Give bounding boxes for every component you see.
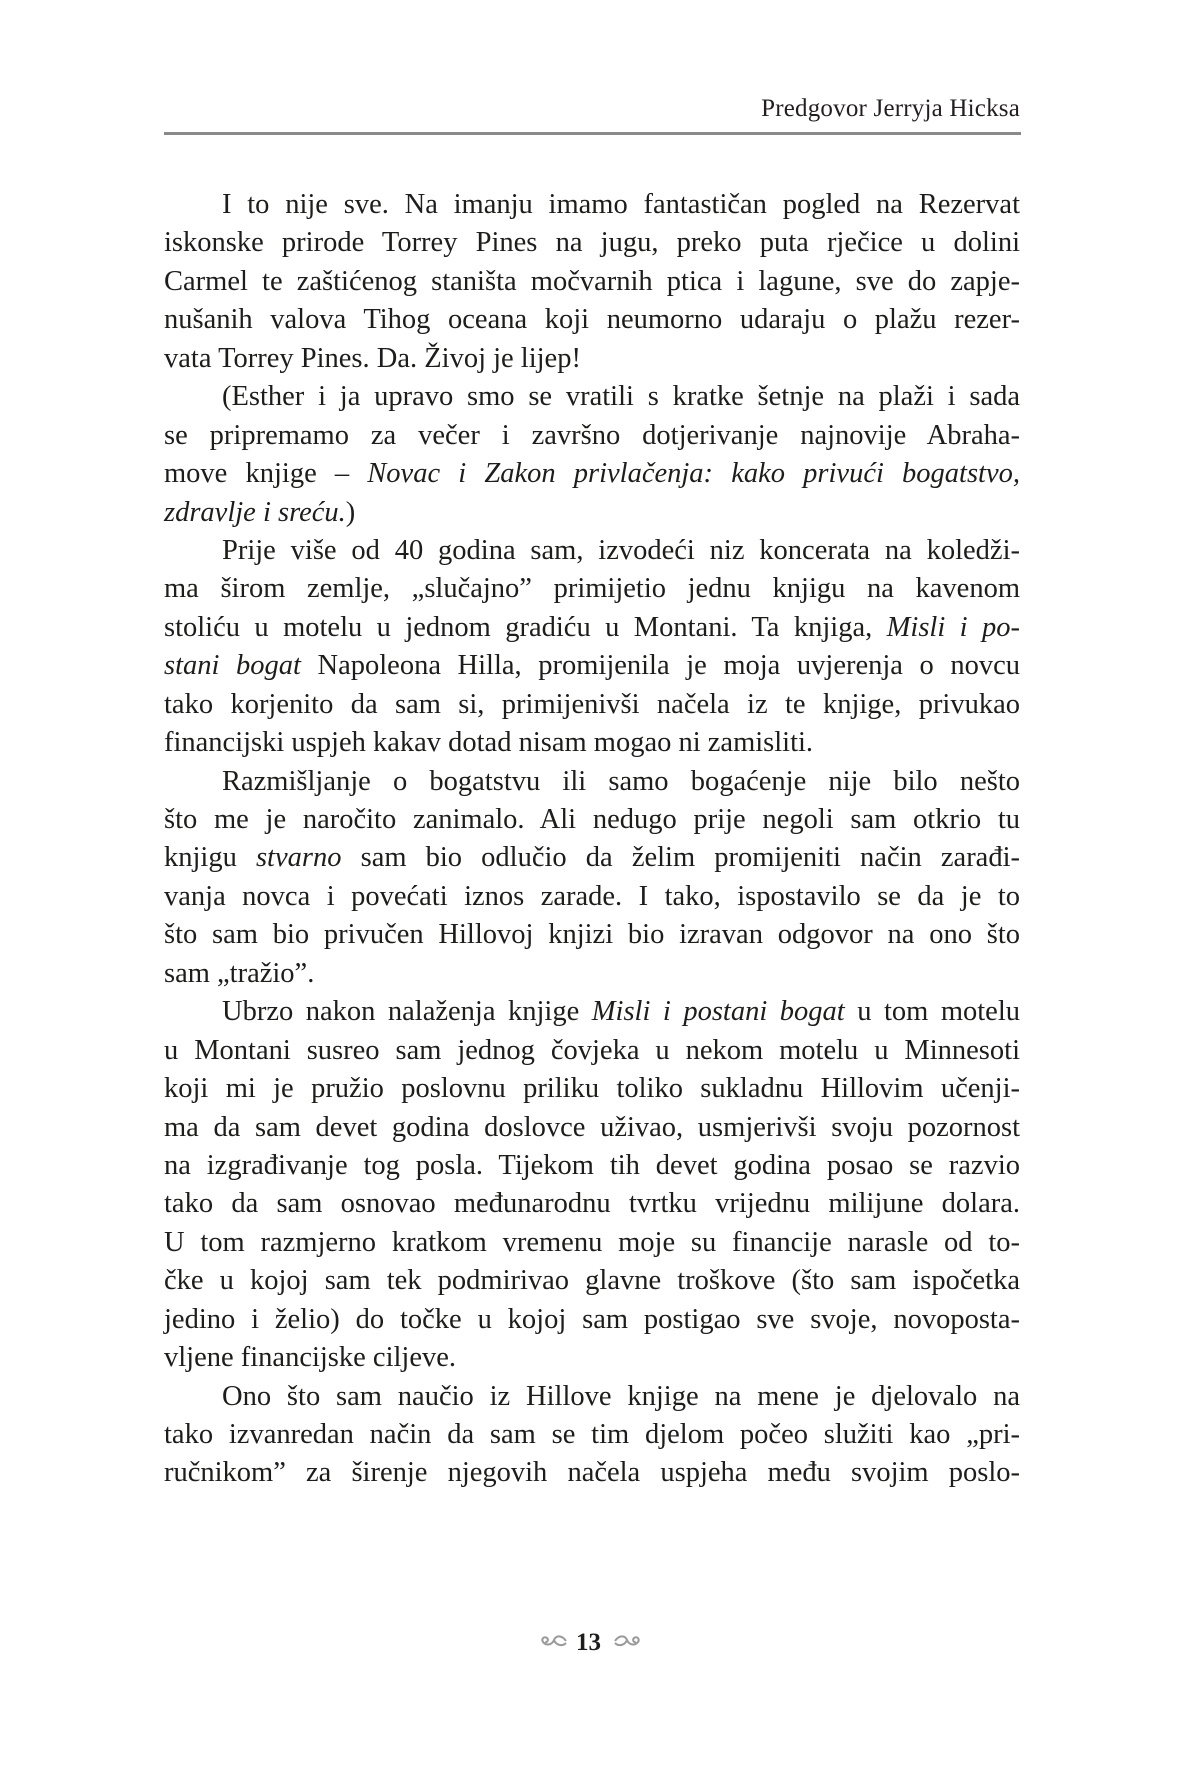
text-run: jedino i želio) do točke u kojoj sam postigao sve svoje, novoposta- <box>164 1303 1020 1335</box>
text-line-content <box>164 647 1020 685</box>
text-line <box>164 1109 1020 1147</box>
text-line-content <box>222 1378 1020 1416</box>
text-run: ) <box>345 496 356 528</box>
right-ornament-icon <box>613 1628 641 1658</box>
text-line <box>164 1301 1020 1339</box>
italic-title-text: stani bogat <box>164 650 301 682</box>
text-run: što sam bio privučen Hillovoj knjizi bio izravan odgovor na ono što <box>164 919 1020 951</box>
text-run: u tom motelu <box>844 996 1021 1028</box>
text-run: Prije više od 40 godina sam, izvodeći niz koncerata na koledži- <box>222 534 1020 566</box>
text-line-content <box>164 1147 1020 1185</box>
text-line-content <box>164 417 1020 455</box>
text-run: ručnikom” za širenje njegovih načela uspjeha među svojim poslo- <box>164 1457 1020 1489</box>
text-line-content <box>164 839 1020 877</box>
text-run: tako korjenito da sam si, primijenivši načela iz te knjige, privukao <box>164 688 1020 720</box>
text-line-content <box>164 1109 1020 1147</box>
text-line-content <box>164 686 1020 724</box>
italic-title-text: Novac i Zakon privlačenja: kako privući bogatstvo, <box>367 458 1020 490</box>
text-line <box>164 1185 1020 1223</box>
text-line-content <box>164 1070 1020 1108</box>
text-line <box>164 417 1020 455</box>
text-run: nušanih valova Tihog oceana koji neumorno udaraju o plažu rezer- <box>164 304 1020 336</box>
text-line <box>164 839 1020 877</box>
header-rule <box>164 132 1021 135</box>
text-run: I to nije sve. Na imanju imamo fantastičan pogled na Rezervat <box>222 189 1020 220</box>
text-line-content <box>222 378 1020 416</box>
text-run: u Montani susreo sam jednog čovjeka u nekom motelu u Minnesoti <box>164 1034 1020 1066</box>
text-line <box>164 1262 1020 1300</box>
text-run: tako da sam osnovao međunarodnu tvrtku vrijednu milijune dolara. <box>164 1188 1020 1220</box>
text-line-content <box>164 1416 1020 1454</box>
text-line <box>164 724 1020 762</box>
text-line <box>164 263 1020 301</box>
italic-title-text: stvarno <box>255 842 342 874</box>
text-line <box>164 1454 1020 1492</box>
italic-title-text: zdravlje i sreću. <box>164 496 346 528</box>
text-run: knjigu <box>164 842 256 874</box>
text-run: move knjige – <box>164 458 368 490</box>
running-header <box>164 92 1020 126</box>
text-line-content <box>164 570 1020 608</box>
text-line <box>164 532 1020 570</box>
text-run: sam „tražio”. <box>164 957 315 989</box>
text-run: vanja novca i povećati iznos zarade. I tako, ispostavilo se da je to <box>164 880 1020 912</box>
text-line <box>164 301 1020 339</box>
text-line-content <box>164 1262 1020 1300</box>
text-run: (Esther i ja upravo smo se vratili s kratke šetnje na plaži i sada <box>222 381 1020 413</box>
text-line-content <box>164 494 1020 532</box>
text-run: tako izvanredan način da sam se tim djelom počeo služiti kao „pri- <box>164 1419 1020 1450</box>
text-line-content <box>164 955 1020 993</box>
text-line <box>164 916 1020 954</box>
text-line <box>164 993 1020 1031</box>
text-line-content <box>164 724 1020 762</box>
text-line <box>164 878 1020 916</box>
text-run: na izgrađivanje tog posla. Tijekom tih devet godina posao se razvio <box>164 1149 1020 1181</box>
text-run: vata Torrey Pines. Da. Živoj je lijep! <box>164 342 581 374</box>
text-line <box>164 186 1020 224</box>
text-line <box>164 1147 1020 1185</box>
text-line-content <box>164 301 1020 339</box>
text-line-content <box>222 763 1020 801</box>
italic-title-text: Misli i po- <box>886 611 1020 643</box>
text-run: sam bio odlučio da želim promijeniti način zarađi- <box>341 842 1020 874</box>
text-line-content <box>164 1301 1020 1339</box>
text-run: vljene financijske ciljeve. <box>164 1342 456 1374</box>
text-line <box>164 1378 1020 1416</box>
text-line <box>164 1339 1020 1377</box>
text-line <box>164 801 1020 839</box>
text-line <box>164 763 1020 801</box>
text-run: stoliću u motelu u jednom gradiću u Montani. Ta knjiga, <box>164 611 887 643</box>
page-footer <box>0 1627 1181 1658</box>
text-line-content <box>164 1454 1020 1492</box>
text-line-content <box>164 455 1020 493</box>
text-line-content <box>164 1032 1020 1070</box>
text-line-content <box>164 340 1020 378</box>
text-line <box>164 609 1020 647</box>
text-line-content <box>164 1224 1020 1262</box>
text-line-content <box>164 878 1020 916</box>
text-run: Razmišljanje o bogatstvu ili samo bogaćenje nije bilo nešto <box>222 765 1020 797</box>
text-line-content <box>222 993 1020 1031</box>
text-line <box>164 224 1020 262</box>
text-line <box>164 686 1020 724</box>
text-run: koji mi je pružio poslovnu priliku toliko sukladnu Hillovim učenji- <box>164 1073 1020 1105</box>
text-run: Carmel te zaštićenog staništa močvarnih ptica i lagune, sve do zapje- <box>164 265 1020 297</box>
text-run: što me je naročito zanimalo. Ali nedugo prije negoli sam otkrio tu <box>164 804 1020 835</box>
text-line <box>164 570 1020 608</box>
text-line <box>164 1224 1020 1262</box>
text-run: iskonske prirode Torrey Pines na jugu, preko puta rječice u dolini <box>164 227 1020 259</box>
text-run: čke u kojoj sam tek podmirivao glavne troškove (što sam ispočetka <box>164 1265 1020 1297</box>
text-run: ma da sam devet godina doslovce uživao, usmjerivši svoju pozornost <box>164 1111 1020 1143</box>
text-run: se pripremamo za večer i završno dotjerivanje najnovije Abraha- <box>164 419 1020 451</box>
text-line-content <box>164 1339 1020 1377</box>
text-line-content <box>164 1185 1020 1223</box>
text-run: Ono što sam naučio iz Hillove knjige na mene je djelovalo na <box>222 1380 1020 1412</box>
body-text <box>164 186 1020 1493</box>
text-line <box>164 340 1020 378</box>
text-run: financijski uspjeh kakav dotad nisam mogao ni zamisliti. <box>164 727 814 759</box>
text-line <box>164 647 1020 685</box>
text-line-content <box>164 801 1020 839</box>
text-line-content <box>164 263 1020 301</box>
text-line <box>164 1070 1020 1108</box>
left-ornament-icon <box>540 1628 568 1658</box>
text-line <box>164 378 1020 416</box>
text-line <box>164 1032 1020 1070</box>
text-line <box>164 455 1020 493</box>
text-line-content <box>222 532 1020 570</box>
running-header-title: Predgovor Jerryja Hicksa <box>761 95 1020 122</box>
text-line <box>164 494 1020 532</box>
text-line <box>164 955 1020 993</box>
text-line-content <box>222 186 1020 224</box>
text-run: U tom razmjerno kratkom vremenu moje su financije narasle od to- <box>164 1226 1020 1258</box>
italic-title-text: Misli i postani bogat <box>591 996 845 1028</box>
text-run: Ubrzo nakon nalaženja knjige <box>222 996 592 1028</box>
text-run: ma širom zemlje, „slučajno” primijetio jednu knjigu na kavenom <box>164 573 1020 605</box>
text-run: Napoleona Hilla, promijenila je moja uvjerenja o novcu <box>300 650 1020 682</box>
text-line-content <box>164 224 1020 262</box>
text-line <box>164 1416 1020 1454</box>
text-line-content <box>164 609 1020 647</box>
text-line-content <box>164 916 1020 954</box>
page-number: 13 <box>576 1629 601 1657</box>
